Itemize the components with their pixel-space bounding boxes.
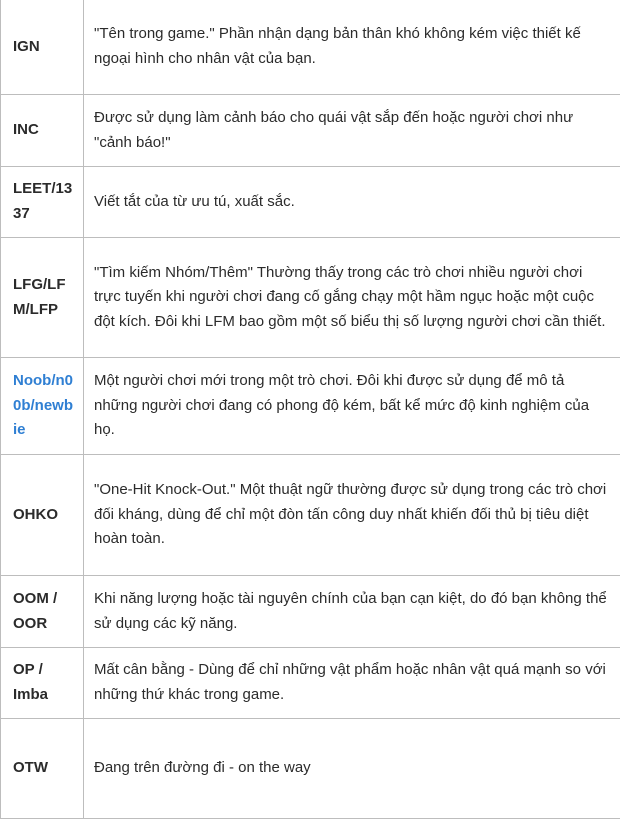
table-row — [1, 576, 620, 648]
definition-cell: "One-Hit Knock-Out." Một thuật ngữ thường được sử dụng trong các trò chơi đối kháng, dùng để chỉ một đòn tấn công duy nhất khiến đối thủ bị tiêu diệt hoàn toàn. — [84, 455, 620, 576]
term-cell: OHKO — [1, 455, 84, 576]
term-cell: OOM / OOR — [1, 576, 84, 648]
term-cell: LFG/LFM/LFP — [1, 238, 84, 358]
definition-cell: Một người chơi mới trong một trò chơi. Đôi khi được sử dụng để mô tả những người chơi đang có phong độ kém, bất kể mức độ kinh nghiệm của họ. — [84, 358, 620, 455]
table-row — [1, 238, 620, 358]
definition-cell: Được sử dụng làm cảnh báo cho quái vật sắp đến hoặc người chơi như "cảnh báo!" — [84, 95, 620, 167]
table-row — [1, 719, 620, 819]
term-cell: OTW — [1, 719, 84, 819]
table-row — [1, 167, 620, 238]
term-cell: IGN — [1, 0, 84, 95]
definition-cell: "Tên trong game." Phần nhận dạng bản thân khó không kém việc thiết kế ngoại hình cho nhân vật của bạn. — [84, 0, 620, 95]
table-row — [1, 358, 620, 455]
table-row — [1, 455, 620, 576]
term-cell: LEET/1337 — [1, 167, 84, 238]
definition-cell: Mất cân bằng - Dùng để chỉ những vật phẩm hoặc nhân vật quá mạnh so với những thứ khác trong game. — [84, 648, 620, 719]
definition-cell: "Tìm kiếm Nhóm/Thêm" Thường thấy trong các trò chơi nhiều người chơi trực tuyến khi người chơi đang cố gắng chạy một hầm ngục hoặc một cuộc đột kích. Đôi khi LFM bao gồm một số biểu thị số lượng người chơi cần thiết. — [84, 238, 620, 358]
table-row — [1, 95, 620, 167]
definition-cell: Viết tắt của từ ưu tú, xuất sắc. — [84, 167, 620, 238]
table-row — [1, 0, 620, 95]
table-row — [1, 648, 620, 719]
term-link-noob[interactable]: Noob/n00b/newbie — [13, 372, 73, 438]
term-cell — [1, 358, 84, 455]
term-cell: INC — [1, 95, 84, 167]
definition-cell: Khi năng lượng hoặc tài nguyên chính của bạn cạn kiệt, do đó bạn không thể sử dụng các kỹ năng. — [84, 576, 620, 648]
definition-cell: Đang trên đường đi - on the way — [84, 719, 620, 819]
term-cell: OP / Imba — [1, 648, 84, 719]
